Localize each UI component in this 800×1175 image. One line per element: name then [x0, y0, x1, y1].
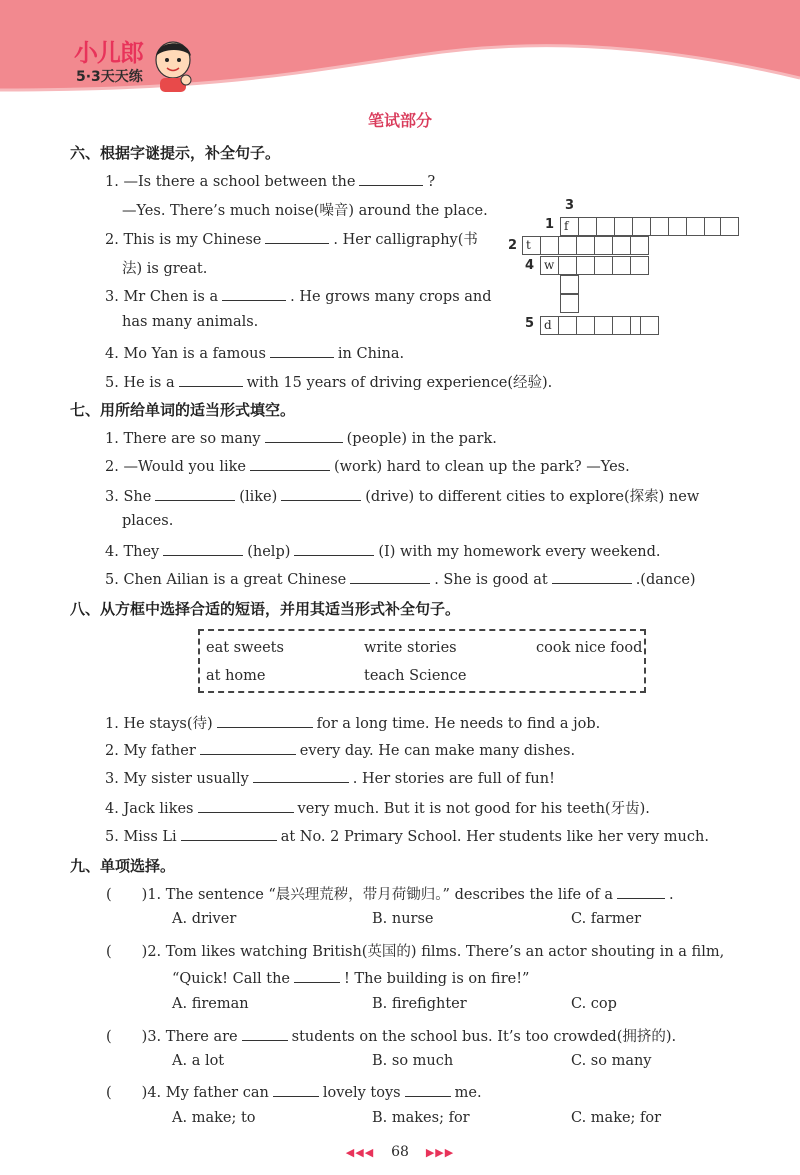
crossword-number-2: 2	[508, 238, 518, 253]
crossword-cell[interactable]	[640, 316, 659, 335]
crossword-cell[interactable]	[668, 217, 687, 236]
s9-q1-option-a[interactable]: A. driver	[172, 911, 237, 927]
crossword-cell[interactable]	[612, 316, 631, 335]
s8-q4: 4. Jack likes very much. But it is not good for his teeth(牙齿).	[105, 797, 650, 818]
s9-q2-line2: “Quick! Call the ! The building is on fire!”	[172, 968, 529, 987]
s9-q1: ( )1. The sentence “晨兴理荒秽，带月荷锄归。” describes the life of a .	[106, 883, 674, 904]
crossword-cell[interactable]	[686, 217, 705, 236]
crossword-cell[interactable]	[594, 316, 613, 335]
crossword-cell[interactable]	[576, 316, 595, 335]
crossword-cell[interactable]	[558, 256, 577, 275]
s6-q2-line2: 法) is great.	[122, 261, 208, 277]
left-arrows-icon: ◀◀◀	[345, 1146, 375, 1159]
crossword-cell[interactable]	[558, 316, 577, 335]
mascot-boy-icon	[150, 38, 196, 93]
crossword-cell[interactable]	[576, 236, 595, 255]
crossword-cell[interactable]: t	[522, 236, 541, 255]
s9-q4: ( )4. My father can lovely toys me.	[106, 1082, 482, 1101]
section-8-heading: 八、从方框中选择合适的短语，并用其适当形式补全句子。	[70, 600, 461, 618]
s9-q2-option-b[interactable]: B. firefighter	[372, 996, 467, 1012]
phrase-option: eat sweets	[206, 640, 284, 656]
s9-q1-option-c[interactable]: C. farmer	[571, 911, 642, 927]
s9-q3-option-a[interactable]: A. a lot	[172, 1053, 225, 1069]
s9-q1-option-b[interactable]: B. nurse	[372, 911, 434, 927]
crossword-cell[interactable]	[540, 236, 559, 255]
crossword-cell[interactable]	[594, 236, 613, 255]
s9-q2-option-c[interactable]: C. cop	[571, 996, 617, 1012]
crossword-cell[interactable]	[578, 217, 597, 236]
s6-q1: 1. —Is there a school between the ?	[105, 171, 435, 190]
phrase-option: cook nice food	[536, 640, 643, 656]
s8-q2: 2. My father every day. He can make many dishes.	[105, 740, 575, 759]
s7-q5: 5. Chen Ailian is a great Chinese . She is good at .(dance)	[105, 569, 696, 588]
page-number: 68	[391, 1144, 409, 1160]
phrase-option: teach Science	[364, 668, 467, 684]
s6-q1-line2: —Yes. There’s much noise(噪音) around the place.	[122, 203, 488, 219]
s6-q3-line2: has many animals.	[122, 314, 259, 330]
right-arrows-icon: ▶▶▶	[425, 1146, 455, 1159]
crossword-cell[interactable]	[560, 275, 579, 294]
s9-q2-option-a[interactable]: A. fireman	[172, 996, 249, 1012]
crossword-cell[interactable]	[630, 236, 649, 255]
crossword-number-1: 1	[545, 217, 555, 232]
crossword-cell[interactable]	[594, 256, 613, 275]
crossword-cell[interactable]	[614, 217, 633, 236]
s6-q4: 4. Mo Yan is a famous in China.	[105, 343, 404, 362]
s9-q4-option-a[interactable]: A. make; to	[172, 1110, 256, 1126]
section-6-heading: 六、根据字谜提示，补全句子。	[70, 144, 281, 162]
s9-q3-option-b[interactable]: B. so much	[372, 1053, 454, 1069]
crossword-cell[interactable]	[558, 236, 577, 255]
crossword-cell[interactable]	[560, 294, 579, 313]
section-9-heading: 九、单项选择。	[70, 857, 176, 875]
crossword-cell[interactable]: w	[540, 256, 559, 275]
crossword-cell[interactable]	[576, 256, 595, 275]
crossword-cell[interactable]: d	[540, 316, 559, 335]
section-7-heading: 七、用所给单词的适当形式填空。	[70, 401, 296, 419]
s7-q3-line2: places.	[122, 513, 174, 529]
crossword-cell[interactable]	[596, 217, 615, 236]
crossword-number-4: 4	[525, 258, 535, 273]
crossword-cell[interactable]	[632, 217, 651, 236]
s9-q3-option-c[interactable]: C. so many	[571, 1053, 652, 1069]
logo-subtext: 5·3天天练	[76, 69, 143, 85]
crossword-number-5: 5	[525, 316, 535, 331]
s6-q5: 5. He is a with 15 years of driving experience(经验).	[105, 371, 552, 392]
s8-q1: 1. He stays(待) for a long time. He needs to find a job.	[105, 712, 600, 733]
phrase-option: write stories	[364, 640, 457, 656]
s9-q3: ( )3. There are students on the school bus. It’s too crowded(拥挤的).	[106, 1025, 676, 1046]
phrase-option: at home	[206, 668, 266, 684]
s6-q3: 3. Mr Chen is a . He grows many crops and	[105, 286, 492, 305]
s9-q4-option-c[interactable]: C. make; for	[571, 1110, 662, 1126]
s6-q2: 2. This is my Chinese . Her calligraphy(书	[105, 228, 478, 249]
logo-text: 小儿郎	[74, 39, 143, 67]
crossword-cell[interactable]	[630, 256, 649, 275]
s7-q4: 4. They (help) (I) with my homework every weekend.	[105, 541, 661, 560]
s9-q4-option-b[interactable]: B. makes; for	[372, 1110, 470, 1126]
crossword-cell[interactable]	[612, 236, 631, 255]
crossword-cell[interactable]	[612, 256, 631, 275]
s7-q2: 2. —Would you like (work) hard to clean up the park? —Yes.	[105, 456, 630, 475]
crossword-cell[interactable]: f	[560, 217, 579, 236]
s8-q5: 5. Miss Li at No. 2 Primary School. Her students like her very much.	[105, 826, 709, 845]
crossword-cell[interactable]	[650, 217, 669, 236]
crossword-number-3: 3	[565, 198, 575, 213]
crossword-cell[interactable]	[720, 217, 739, 236]
s7-q3: 3. She (like) (drive) to different cities to explore(探索) new	[105, 485, 699, 506]
s9-q2: ( )2. Tom likes watching British(英国的) films. There’s an actor shouting in a film,	[106, 944, 725, 960]
s7-q1: 1. There are so many (people) in the park.	[105, 428, 497, 447]
page-footer	[0, 1144, 800, 1160]
page-title: 笔试部分	[367, 111, 432, 130]
s8-q3: 3. My sister usually . Her stories are full of fun!	[105, 768, 555, 787]
